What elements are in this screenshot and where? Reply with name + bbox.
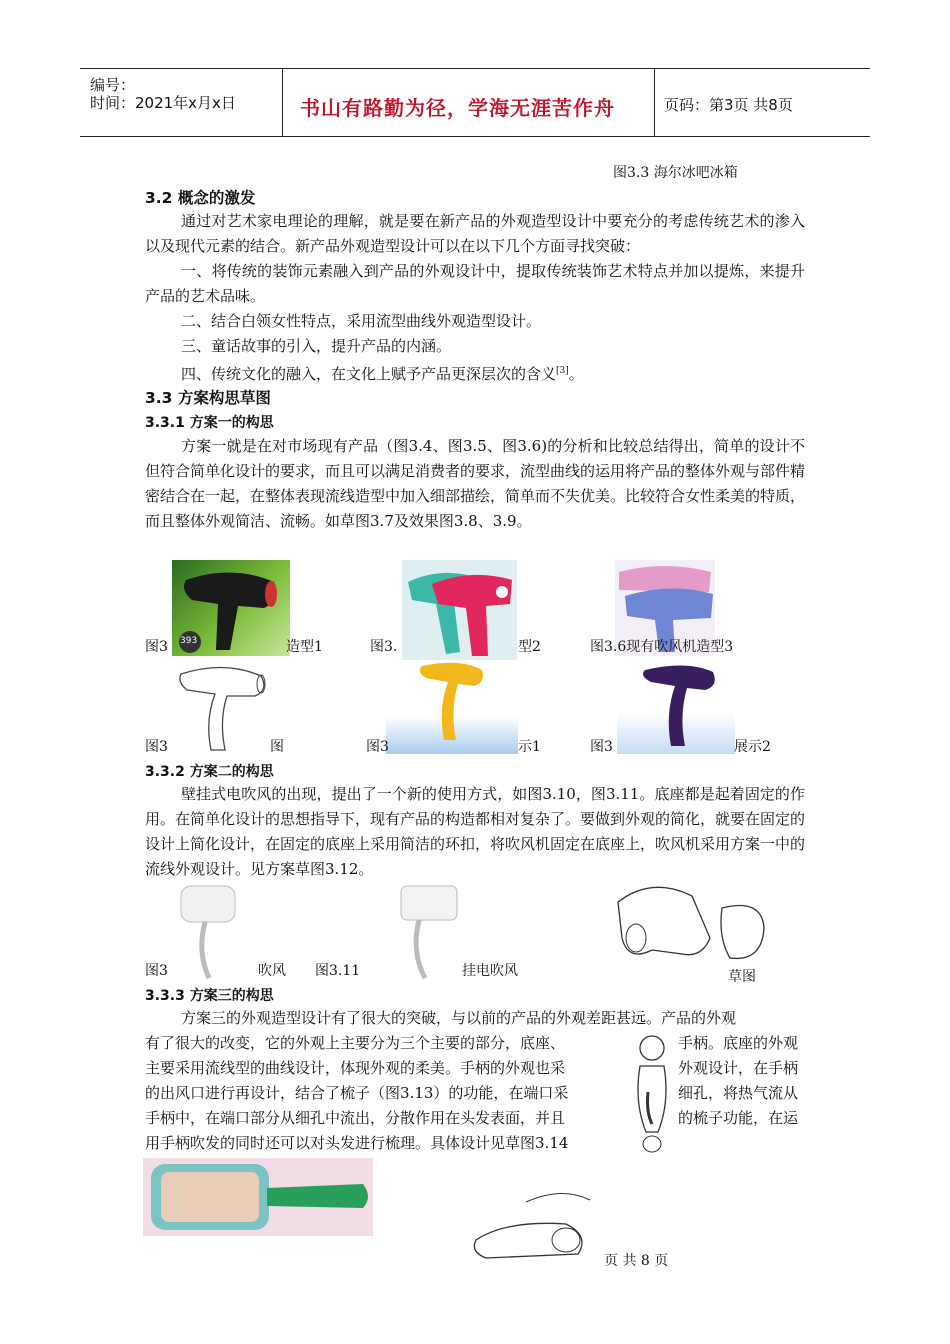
bottom-dryer-sketch: [466, 1180, 596, 1272]
header-time-label: 时间：2021年x月x日: [90, 94, 236, 112]
figure-3-12-sketch: [612, 878, 772, 978]
figure-3-14-sketch: [626, 1032, 676, 1154]
wall-hairdryer-icon: [175, 882, 245, 980]
caption-3-6: 图3.6现有吹风机造型3: [590, 639, 734, 655]
figure-3-8-render: [386, 660, 518, 754]
caption-3-9-end: 展示2: [734, 739, 771, 755]
section-3-3-2-heading: 3.3.2 方案二的构思: [145, 764, 274, 780]
header-divider-right: [654, 68, 655, 136]
caption-3-8-start: 图3: [366, 739, 389, 755]
header-number-label: 编号：: [90, 76, 136, 94]
point-4-end: 。: [568, 365, 584, 383]
s333-line-3a: 主要采用流线型的曲线设计，体现外观的柔美。手柄的外观也采: [145, 1059, 566, 1077]
caption-3-7-start: 图3: [145, 739, 168, 755]
header-motto: 书山有路勤为径，学海无涯苦作舟: [300, 96, 615, 120]
s333-line-4b: 细孔，将热气流从: [678, 1084, 799, 1102]
reference-3: [3]: [556, 366, 569, 376]
s333-line-2b: 手柄。底座的外观: [678, 1034, 799, 1052]
yellow-hairdryer-icon: [386, 660, 518, 754]
caption-3-4-end: 造型1: [286, 639, 323, 655]
figure-3-10-wall-dryer: [175, 882, 245, 980]
purple-hairdryer-icon: [617, 660, 735, 754]
footer-page-fragment: 页 共 8 页: [604, 1253, 669, 1269]
s333-line-5a: 手柄中，在端口部分从细孔中流出，分散作用在头发表面，并且: [145, 1109, 566, 1127]
caption-3-11-end: 挂电吹风: [462, 963, 518, 979]
section-3-3-1-text: 方案一就是在对市场现有产品（图3.4、图3.5、图3.6)的分析和比较总结得出，简单的设计不但符合简单化设计的要求，而且可以满足消费者的要求，流型曲线的运用将产品的整体外观与部件精密结合在一起，在整体表现流线造型中加入细部描绘，简单而不失优美。比较符合女性柔美的特质，而且整体外观简洁、流畅。如草图3.7及效果图3.8、3.9。: [145, 437, 806, 530]
wall-dryer-sketch-icon: [612, 878, 772, 978]
s333-line-1: 方案三的外观造型设计有了很大的突破，与以前的产品的外观差距甚远。产品的外观: [181, 1009, 737, 1027]
figure-3-11-wall-dryer: [397, 882, 461, 980]
wall-hairdryer-icon-2: [397, 882, 461, 980]
point-4-text: 四、传统文化的融入，在文化上赋予产品更深层次的含义: [181, 365, 557, 383]
figure-3-9-render: [617, 660, 735, 754]
pink-teal-hairdryers-icon: [402, 560, 517, 660]
figure-caption-3-3: 图3.3 海尔冰吧冰箱: [613, 165, 738, 181]
caption-3-4-start: 图3: [145, 639, 168, 655]
figure-3-4-hairdryer-photo: [172, 560, 290, 656]
hairdryer-sketch-icon: [175, 660, 270, 754]
caption-3-10-end: 吹风: [258, 963, 286, 979]
section-3-2-intro: 通过对艺术家电理论的理解，就是要在新产品的外观造型设计中要充分的考虑传统艺术的渗入以及现代元素的结合。新产品外观造型设计可以在以下几个方面寻找突破：: [145, 212, 805, 255]
section-3-2-heading: 3.2 概念的激发: [145, 189, 256, 207]
caption-3-9-start: 图3: [590, 739, 613, 755]
header-bottom-rule: [80, 136, 870, 137]
figure-3-5-hairdryer-photo: [402, 560, 517, 660]
s333-line-5b: 的梳子功能，在运: [678, 1109, 799, 1127]
price-badge: 393: [180, 636, 198, 646]
header-top-rule: [80, 68, 870, 69]
section-3-2-point-4: [181, 359, 584, 387]
section-3-2-point-2: 二、结合白领女性特点，采用流型曲线外观造型设计。: [181, 312, 542, 330]
caption-3-5-end: 型2: [518, 639, 541, 655]
dryer-comb-sketch-icon: [466, 1180, 596, 1272]
caption-3-11-start: 图3.11: [315, 963, 361, 979]
caption-3-12: 草图: [728, 969, 756, 985]
s333-line-6: 用手柄吹发的同时还可以对头发进行梳理。具体设计见草图3.14: [145, 1134, 569, 1152]
section-3-3-1-heading: 3.3.1 方案一的构思: [145, 415, 274, 431]
caption-3-10-start: 图3: [145, 963, 168, 979]
caption-3-5-start: 图3.: [370, 639, 398, 655]
caption-3-8-end: 示1: [518, 739, 541, 755]
caption-3-7-end: 图: [270, 739, 284, 755]
section-3-2-point-3: 三、童话故事的引入，提升产品的内涵。: [181, 337, 452, 355]
figure-3-7-sketch: [175, 660, 270, 754]
section-3-3-2-text: 壁挂式电吹风的出现，提出了一个新的使用方式，如图3.10，图3.11。底座都是起着固定的作用。在简单化设计的思想指导下，现有产品的构造都相对复杂了。要做到外观的简化，就要在固定的设计上简化设计，在固定的底座上采用简洁的环扣，将吹风机固定在底座上，吹风机采用方案一中的流线外观设计。见方案草图3.12。: [145, 785, 806, 878]
comb-dryer-sketch-icon: [626, 1032, 676, 1154]
paddle-brush-icon: [143, 1158, 373, 1236]
header-divider-left: [282, 68, 283, 136]
s333-line-2a: 有了很大的改变，它的外观上主要分为三个主要的部分，底座、: [145, 1034, 566, 1052]
section-3-3-3-heading: 3.3.3 方案三的构思: [145, 988, 274, 1004]
s333-line-4a: 的出风口进行再设计，结合了梳子（图3.13）的功能，在端口采: [145, 1084, 569, 1102]
section-3-2-point-1: 一、将传统的装饰元素融入到产品的外观设计中，提取传统装饰艺术特点并加以提炼，来提升产品的艺术品味。: [145, 262, 805, 305]
section-3-3-heading: 3.3 方案构思草图: [145, 389, 271, 407]
header-page-info: 页码：第3页 共8页: [664, 96, 793, 114]
figure-3-13-comb-photo: [143, 1158, 373, 1236]
s333-line-3b: 外观设计，在手柄: [678, 1059, 799, 1077]
